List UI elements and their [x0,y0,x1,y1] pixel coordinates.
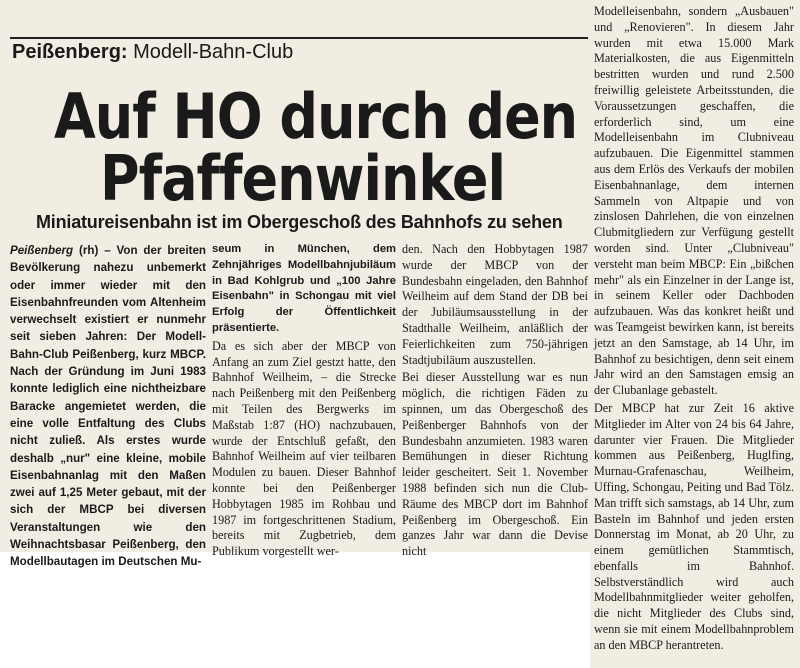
kicker-topic: Modell-Bahn-Club [133,41,294,63]
kicker-place: Peißenberg: [12,41,128,63]
intro-text: (rh) – Von der breiten Bevölkerung nahezu unbemerkt oder immer wieder mit den Eisenbahnfreunden vom Altenheim verwechselt existiert er nunmehr seit sieben Jahren: Der Modell-Bahn-Club Peißenberg, kurz MBCP. Nach der Gründung im Juni 1983 konnte lediglich eine nichtheizbare Baracke angemietet werden, die eine volle Entfaltung des Clubs nicht zuließ. Als erstes wurde deshalb „nur" eine kleine, mobile Eisenbahnanlag mit den Maßen zwei auf 1,25 Meter gebaut, mit der sich der MBCP bei diversen Veranstaltungen wie den Weihnachtsbasar Peißenberg, den Modellbautagen im Deutschen Mu- [10,244,206,569]
column-4-paragraph-2: Der MBCP hat zur Zeit 16 aktive Mitglieder im Alter von 24 bis 64 Jahre, darunter vier Frauen. Die Mitglieder kommen aus Peißenberg, Huglfing, Murnau-Grafenaschau, Weilheim, Uffing, Schongau, Peiting und Bad Tölz. Man trifft sich samstags, ab 14 Uhr, zum Basteln im Bahnhof und jeden ersten Donnerstag im Monat, ab 20 Uhr, zu einem gemütlichen Stammtisch, ebenfalls im Bahnhof. Selbstverständlich wird auch Modellbahnmitglieder weiter geholfen, die nicht Mitglieder des Clubs sind, wenn sie mit einem Modellbahnproblem an den MBCP herantreten. [594,400,794,652]
intro-place: Peißenberg [10,244,74,257]
column-2-body: Da es sich aber der MBCP von Anfang an zum Ziel gestzt hatte, den Bahnhof Weilheim, – die Strecke nach Peißenberg mit den Peißenberg mit Teilen des Bergwerks im Maßstab 1:87 (HO) nachzubauen, wurde der Entschluß gefaßt, den Bahnhof Weilheim auf vier teilbaren Modulen zu bauen. Dieser Bahnhof konnte bei den Peißenberger Hobbytagen 1985 im Rohbau und 1987 im fortgeschrittenen Stadium, bereits mit Zugbetrieb, dem Publikum vorgestellt wer- [212,338,396,559]
article-column-1 [10,242,206,569]
column-3-paragraph-1: den. Nach den Hobbytagen 1987 wurde der MBCP von der Bundesbahn eingeladen, den Bahnhof Weilheim auf dem Stand der DB bei der Jubiläumsausstellung in der Stadthalle Weilheim, anläßlich der Feierlichkeiten zum 750-jährigen Stadtjubiläum auszustellen. [402,242,588,367]
article-column-3 [402,242,588,559]
headline-line-1: Auf HO durch den [54,80,578,153]
column-2-lead: seum in München, dem Zehnjähriges Modellbahnjubiläum in Bad Kohlgrub und „100 Jahre Eisenbahn" in Schongau mit viel Erfolg der Öffentlichkeit präsentierte. [212,243,396,334]
column-3-paragraph-2: Bei dieser Ausstellung war es nun möglich, die richtigen Fäden zu spinnen, um das Obergeschoß des Peißenberger Bahnhofs von der Bundesbahn anzumieten. 1983 waren Bemühungen in dieser Richtung leider gescheitert. Seit 1. November 1988 befinden sich nun die Club-Räume des MBCP dort im Bahnhof Peißenberg im Obergeschoß. Ein ganzes Jahr war dann die Devise nicht [402,370,588,559]
subheadline: Miniatureisenbahn ist im Obergeschoß des Bahnhofs zu sehen [36,212,563,232]
intro-paragraph [10,242,206,571]
column-4-paragraph-1: Modelleisenbahn, sondern „Ausbauen" und „Renovieren". In diesem Jahr wurden mit etwa 15.000 Mark Materialkosten, die aus Eigenmitteln bestritten wurden und rund 2.500 freiwillig geleistete Arbeitsstunden, die Voraussetzungen geschaffen, die erforderlich sind, um eine Modelleisenbahn im Clubniveau aufzubauen. Die Eigenmittel stammen aus dem Erlös des Verkaufs der mobilen Eisenbahnanlage, dem internen Sammeln von Altpapie und von zinslosen Dahrlehen, die von einzelnen Clubmitgliedern zur Verfügung gestellt worden sind. Unter „Clubniveau" versteht man beim MBCP: Ein „bißchen mehr" als ein Einzelner in der Lange ist, in seinem Keller oder Dachboden aufzubauen. Was das konkret heißt und was Teamgeist bewirken kann, ist bereits jetzt an den Samstage, ab 14 Uhr, im Bahnhof zu besichtigen, denn seit einem Jahr wird an den Samstagen emsig an der Clubanlage gebastelt. [594,4,794,398]
kicker [12,40,293,64]
article-column-2 [212,242,396,559]
top-rule [10,37,588,39]
headline-line-2: Pfaffenwinkel [100,142,505,215]
article-column-4 [594,4,794,664]
